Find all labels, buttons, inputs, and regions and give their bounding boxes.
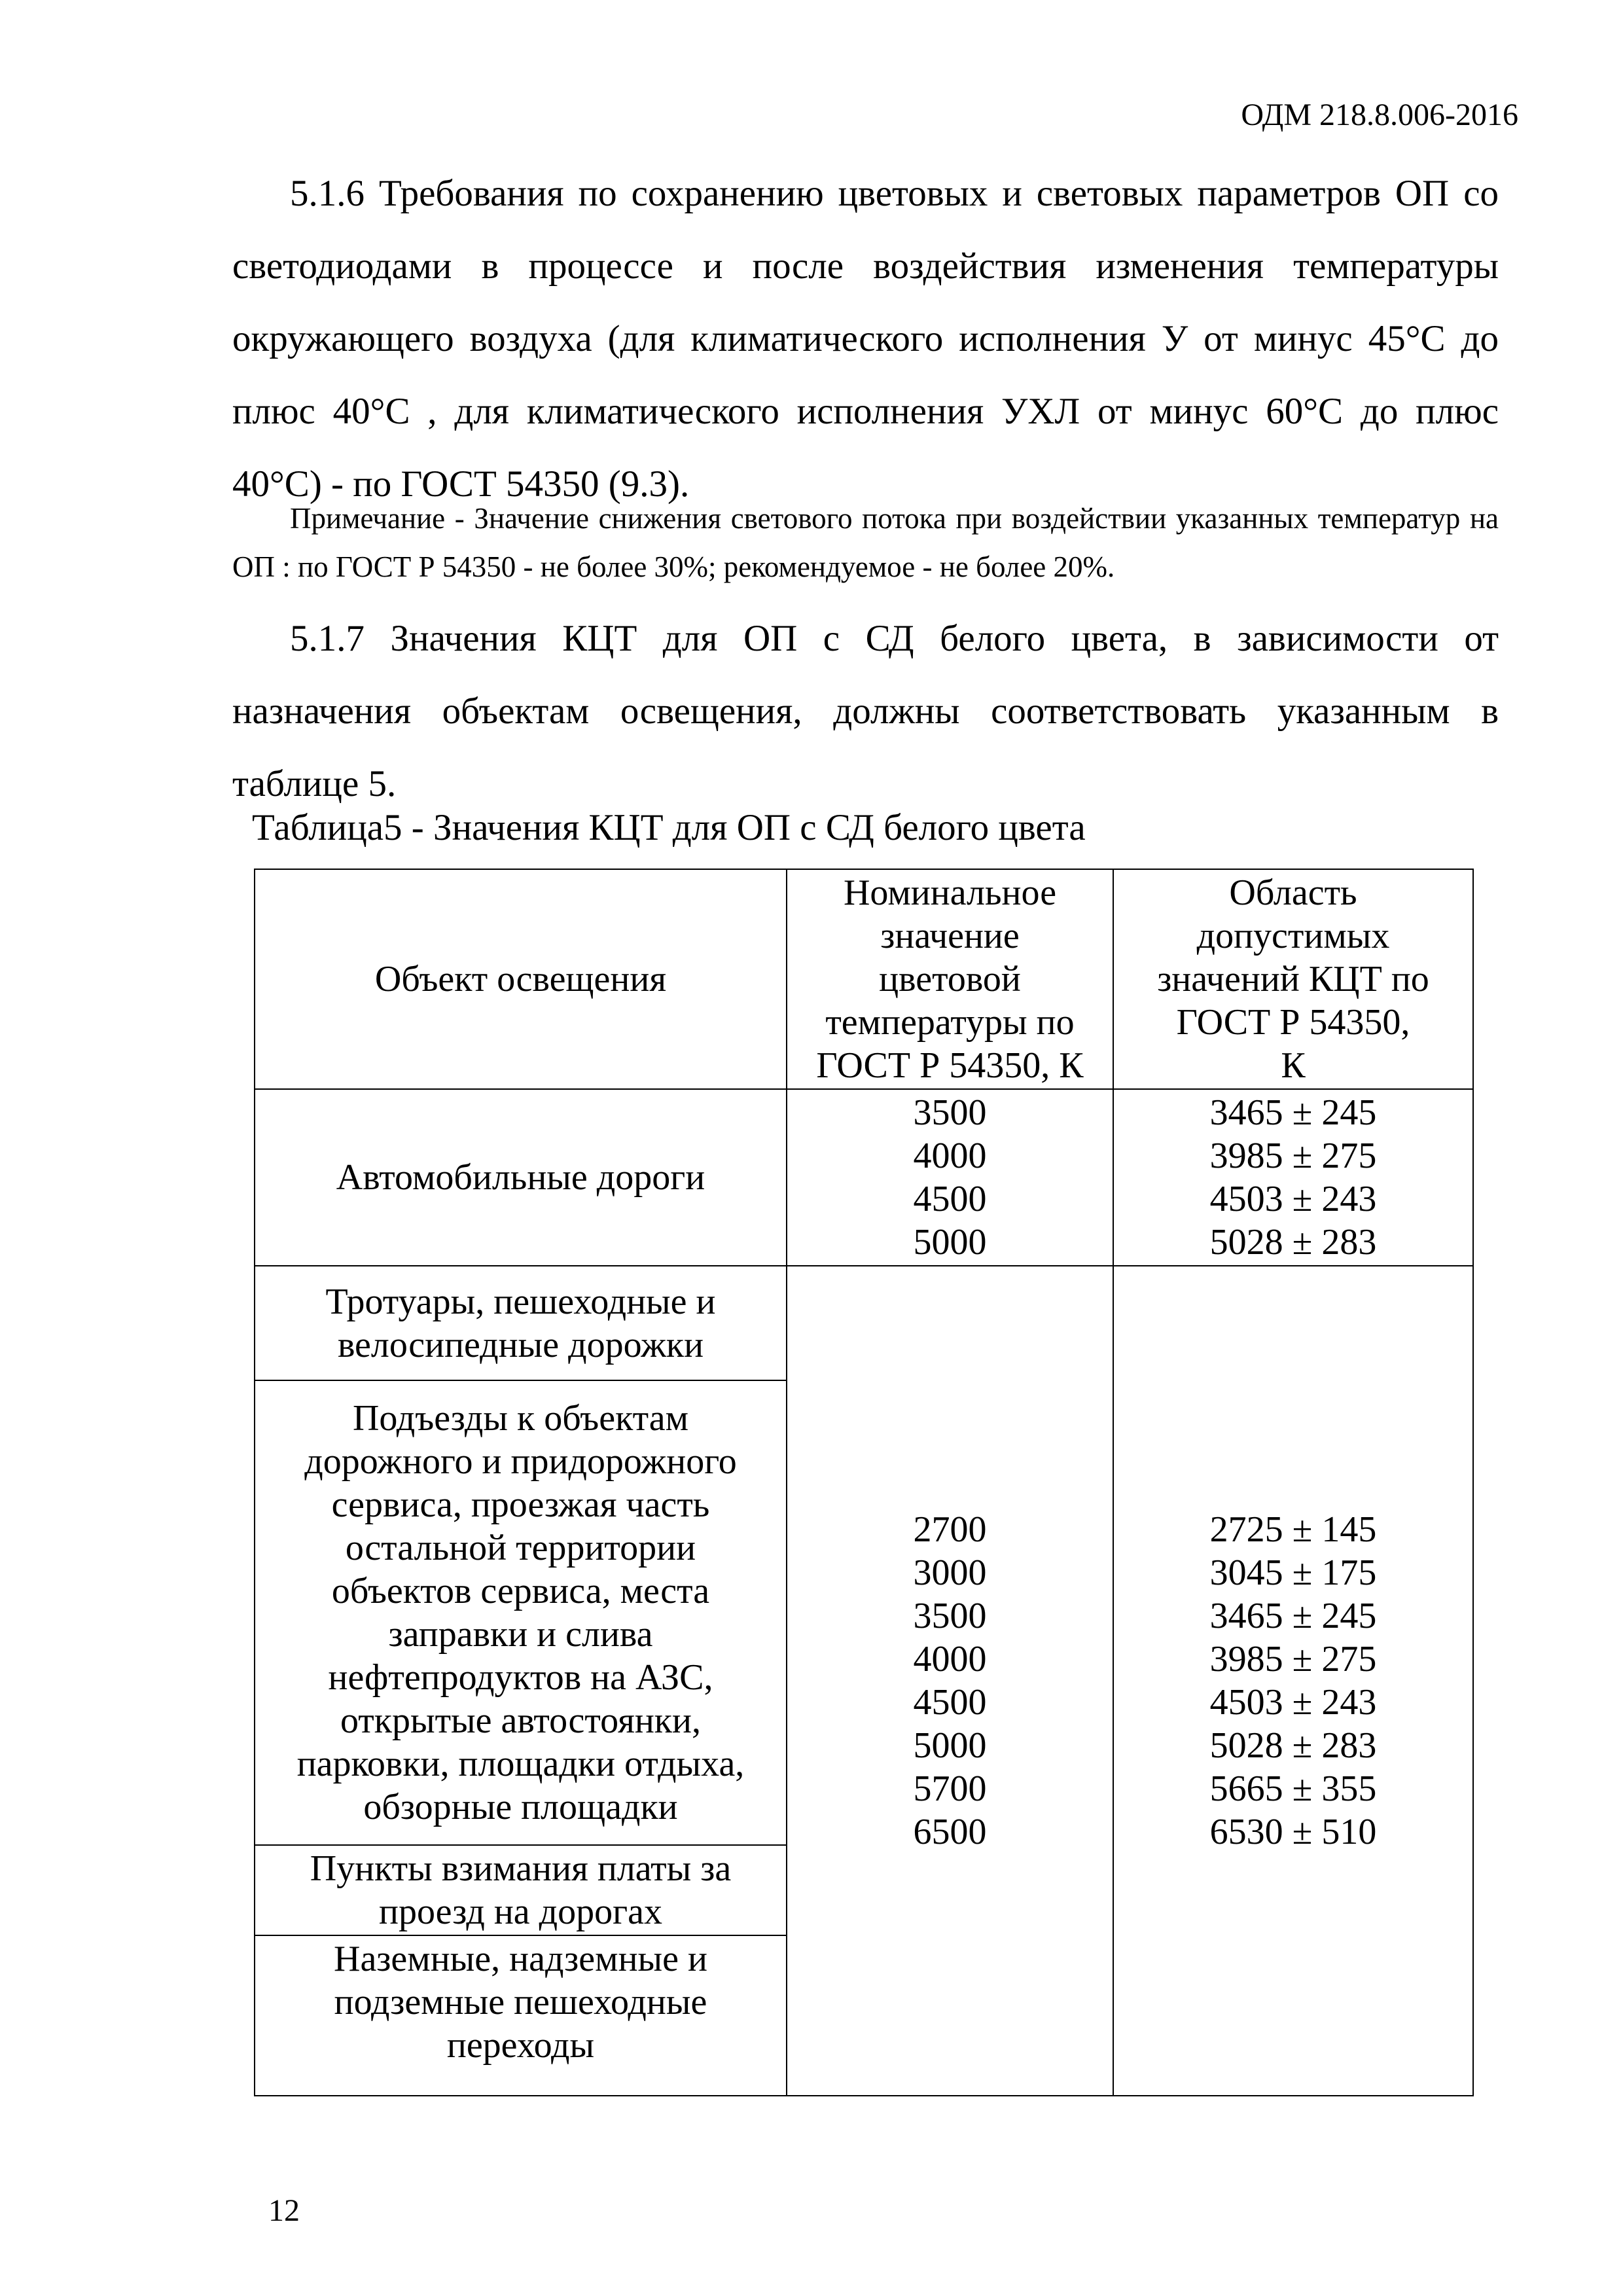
page-number: 12 <box>268 2193 300 2228</box>
object-cell: Пункты взимания платы за проезд на дорогах <box>255 1845 787 1935</box>
paragraph-5-1-6-text: 5.1.6 Требования по сохранению цветовых и световых параметров ОП со светодиодами в процессе и после воздействия изменения температуры окружающего воздуха (для климатического исполнения У от минус 45°С до плюс 40°С , для климатического исполнения УХЛ от минус 60°С до плюс 40°С) - по ГОСТ 54350 (9.3). <box>232 173 1499 505</box>
table-header-row <box>255 869 1473 1089</box>
object-cell: Тротуары, пешеходные и велосипедные дорожки <box>255 1266 787 1380</box>
nominal-cell: 3500 4000 4500 5000 <box>787 1089 1113 1266</box>
object-cell: Автомобильные дороги <box>255 1089 787 1266</box>
paragraph-5-1-6 <box>232 157 1499 520</box>
range-cell: 2725 ± 145 3045 ± 175 3465 ± 245 3985 ± 275 4503 ± 243 5028 ± 283 5665 ± 355 6530 ± 510 <box>1113 1266 1473 2096</box>
nominal-cell: 2700 3000 3500 4000 4500 5000 5700 6500 <box>787 1266 1113 2096</box>
paragraph-5-1-7-text: 5.1.7 Значения КЦТ для ОП с СД белого цвета, в зависимости от назначения объектам освещения, должны соответствовать указанным в таблице 5. <box>232 618 1499 804</box>
table-row <box>255 1266 1473 1380</box>
note-text: Примечание - Значение снижения светового потока при воздействии указанных температур на ОП : по ГОСТ Р 54350 - не более 30%; рекомендуемое - не более 20%. <box>232 502 1499 583</box>
paragraph-5-1-7 <box>232 602 1499 820</box>
header-object: Объект освещения <box>255 869 787 1089</box>
header-range: Область допустимых значений КЦТ по ГОСТ Р 54350, К <box>1113 869 1473 1089</box>
document-code: ОДМ 218.8.006-2016 <box>1241 98 1518 132</box>
object-cell: Наземные, надземные и подземные пешеходные переходы <box>255 1935 787 2096</box>
table-caption: Таблица5 - Значения КЦТ для ОП с СД белого цвета <box>252 807 1086 848</box>
table-row <box>255 1089 1473 1266</box>
note-paragraph <box>232 494 1499 591</box>
kct-table <box>254 869 1474 2096</box>
header-nominal: Номинальное значение цветовой температуры по ГОСТ Р 54350, К <box>787 869 1113 1089</box>
range-cell: 3465 ± 245 3985 ± 275 4503 ± 243 5028 ± 283 <box>1113 1089 1473 1266</box>
object-cell: Подъезды к объектам дорожного и придорожного сервиса, проезжая часть остальной территории объектов сервиса, места заправки и слива нефтепродуктов на АЗС, открытые автостоянки, парковки, площадки отдыха, обзорные площадки <box>255 1380 787 1845</box>
